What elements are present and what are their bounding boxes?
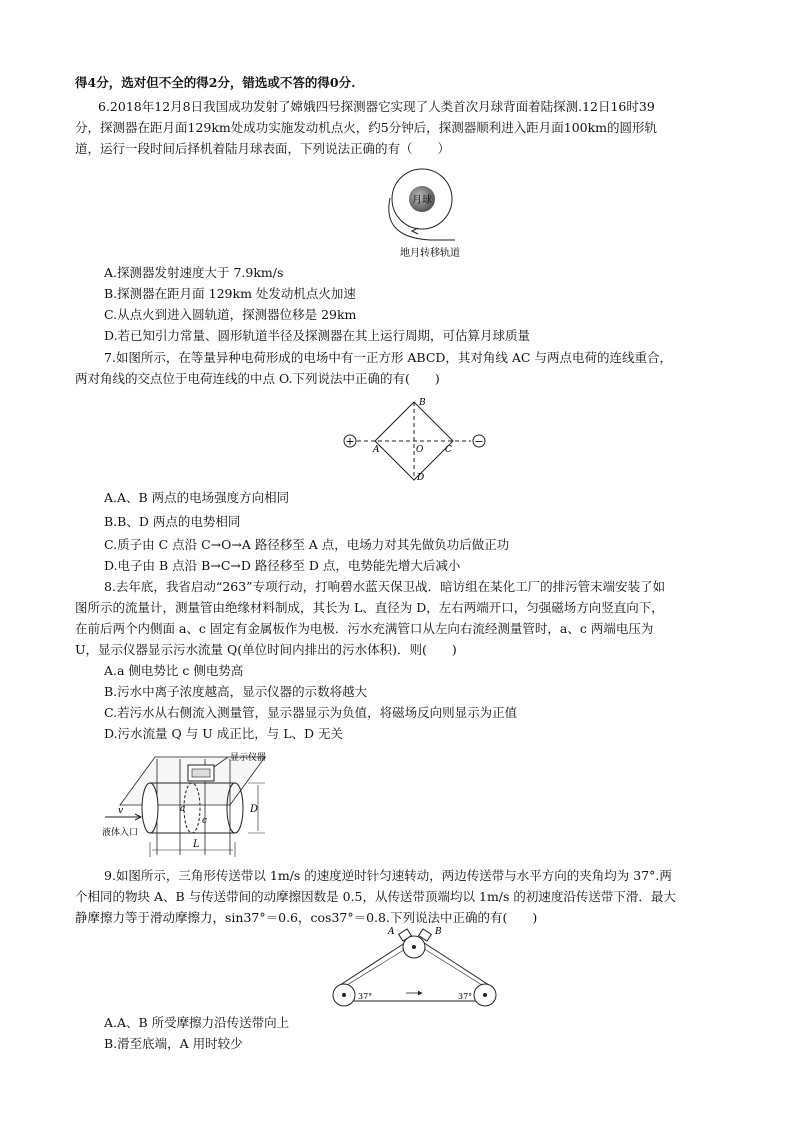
- label-b: B: [435, 927, 442, 937]
- q6-option-b: B.探测器在距月面 129km 处发动机点火加速: [104, 286, 356, 301]
- diameter-label: D: [250, 804, 259, 815]
- moon-orbit-figure: [370, 160, 490, 260]
- label-c: C: [445, 445, 452, 455]
- flowmeter-figure: [100, 745, 280, 860]
- charge-square-figure: [335, 392, 495, 484]
- label-a: A: [388, 927, 395, 937]
- q8-option-a: A.a 侧电势比 c 侧电势高: [104, 663, 244, 678]
- label-o: O: [416, 445, 424, 455]
- q6-stem-line-3: 道，运行一段时间后择机着陆月球表面，下列说法正确的有（ ）: [75, 141, 451, 156]
- q6-stem-line-1: 6.2018年12月8日我国成功发射了嫦娥四号探测器它实现了人类首次月球背面着陆探测.12日16时39: [98, 99, 655, 114]
- belt-right-inner: [418, 945, 482, 985]
- q9-stem-line-1: 9.如图所示，三角形传送带以 1m/s 的速度逆时针匀速转动，两边传送带与水平方向的夹角均为 37°.两: [104, 868, 672, 883]
- inlet-label: 液体入口: [102, 828, 139, 838]
- q7-stem-line-1: 7.如图所示，在等量异种电荷形成的电场中有一正方形 ABCD，其对角线 AC 与两点电荷的连线重合，: [104, 350, 672, 365]
- arrow-icon: [418, 991, 422, 995]
- plus-sign: +: [345, 435, 355, 448]
- scoring-note: 得4分，选对但不全的得2分，错选或不答的得0分.: [75, 75, 356, 90]
- pulley-axle: [412, 945, 416, 949]
- q7-stem-line-2: 两对角线的交点位于电荷连线的中点 O.下列说法中正确的有( ): [75, 371, 440, 386]
- q8-stem-line-3: 在前后两个内侧面 a、c 固定有金属板作为电极．污水充满管口从左向右流经测量管时，a、c 两端电压为: [75, 621, 654, 636]
- label-d: D: [417, 473, 425, 483]
- belt-right-outer: [415, 937, 492, 987]
- q8-option-c: C.若污水从右侧流入测量管，显示器显示为负值，将磁场反向则显示为正值: [104, 705, 518, 720]
- q8-option-b: B.污水中离子浓度越高，显示仪器的示数将越大: [104, 684, 368, 699]
- belt-left-inner: [347, 945, 412, 985]
- pulley-axle: [483, 993, 487, 997]
- pipe-inlet: [142, 783, 158, 833]
- label-c: c: [202, 816, 208, 826]
- conveyor-figure: [322, 925, 507, 1015]
- label-a: A: [373, 445, 380, 455]
- q6-option-d: D.若已知引力常量、圆形轨道半径及探测器在其上运行周期，可估算月球质量: [104, 328, 531, 343]
- minus-sign: −: [474, 435, 484, 448]
- q7-option-c: C.质子由 C 点沿 C→O→A 路径移至 A 点，电场力对其先做负功后做正功: [104, 537, 510, 552]
- arrow-icon: [412, 228, 418, 234]
- display-label: 显示仪器: [230, 753, 267, 763]
- q8-stem-line-2: 图所示的流量计，测量管由绝缘材料制成，其长为 L、直径为 D，左右两端开口，匀强磁场方向竖直向下，: [75, 600, 664, 615]
- q9-option-a: A.A、B 所受摩擦力沿传送带向上: [104, 1015, 290, 1030]
- transfer-orbit-label: 地月转移轨道: [400, 248, 460, 259]
- display-screen: [192, 769, 210, 777]
- q8-stem-line-4: U，显示仪器显示污水流量 Q(单位时间内排出的污水体积)．则( ): [75, 642, 457, 657]
- angle-left: 37°: [358, 992, 373, 1001]
- moon-label: 月球: [412, 195, 432, 206]
- q8-option-d: D.污水流量 Q 与 U 成正比，与 L、D 无关: [104, 726, 343, 741]
- q6-stem-line-2: 分，探测器在距月面129km处成功实施发动机点火，约5分钟后，探测器顺利进入距月面100km的圆形轨: [75, 120, 658, 135]
- angle-right: 37°: [458, 992, 473, 1001]
- q8-stem-line-1: 8.去年底，我省启动“263”专项行动，打响碧水蓝天保卫战．暗访组在某化工厂的排污管末端安装了如: [104, 579, 666, 594]
- belt-left-outer: [337, 937, 414, 987]
- pulley-axle: [342, 993, 346, 997]
- label-b: B: [419, 398, 426, 408]
- label-a: a: [180, 804, 186, 814]
- q9-stem-line-3: 静摩擦力等于滑动摩擦力，sin37°＝0.6，cos37°＝0.8.下列说法中正确的有( ): [75, 910, 538, 925]
- q7-option-d: D.电子由 B 点沿 B→C→D 路径移至 D 点，电势能先增大后减小: [104, 558, 461, 573]
- q9-stem-line-2: 个相同的物块 A、B 与传送带间的动摩擦因数是 0.5，从传送带顶端均以 1m/s 的初速度沿传送带下滑．最大: [75, 889, 676, 904]
- length-label: L: [193, 839, 200, 850]
- q7-option-a: A.A、B 两点的电场强度方向相同: [104, 490, 290, 505]
- q7-option-b: B.B、D 两点的电势相同: [104, 514, 241, 529]
- q9-option-b: B.滑至底端，A 用时较少: [104, 1036, 243, 1051]
- q6-option-a: A.探测器发射速度大于 7.9km/s: [104, 265, 284, 280]
- velocity-label: v: [118, 806, 124, 816]
- q6-option-c: C.从点火到进入圆轨道，探测器位移是 29km: [104, 307, 357, 322]
